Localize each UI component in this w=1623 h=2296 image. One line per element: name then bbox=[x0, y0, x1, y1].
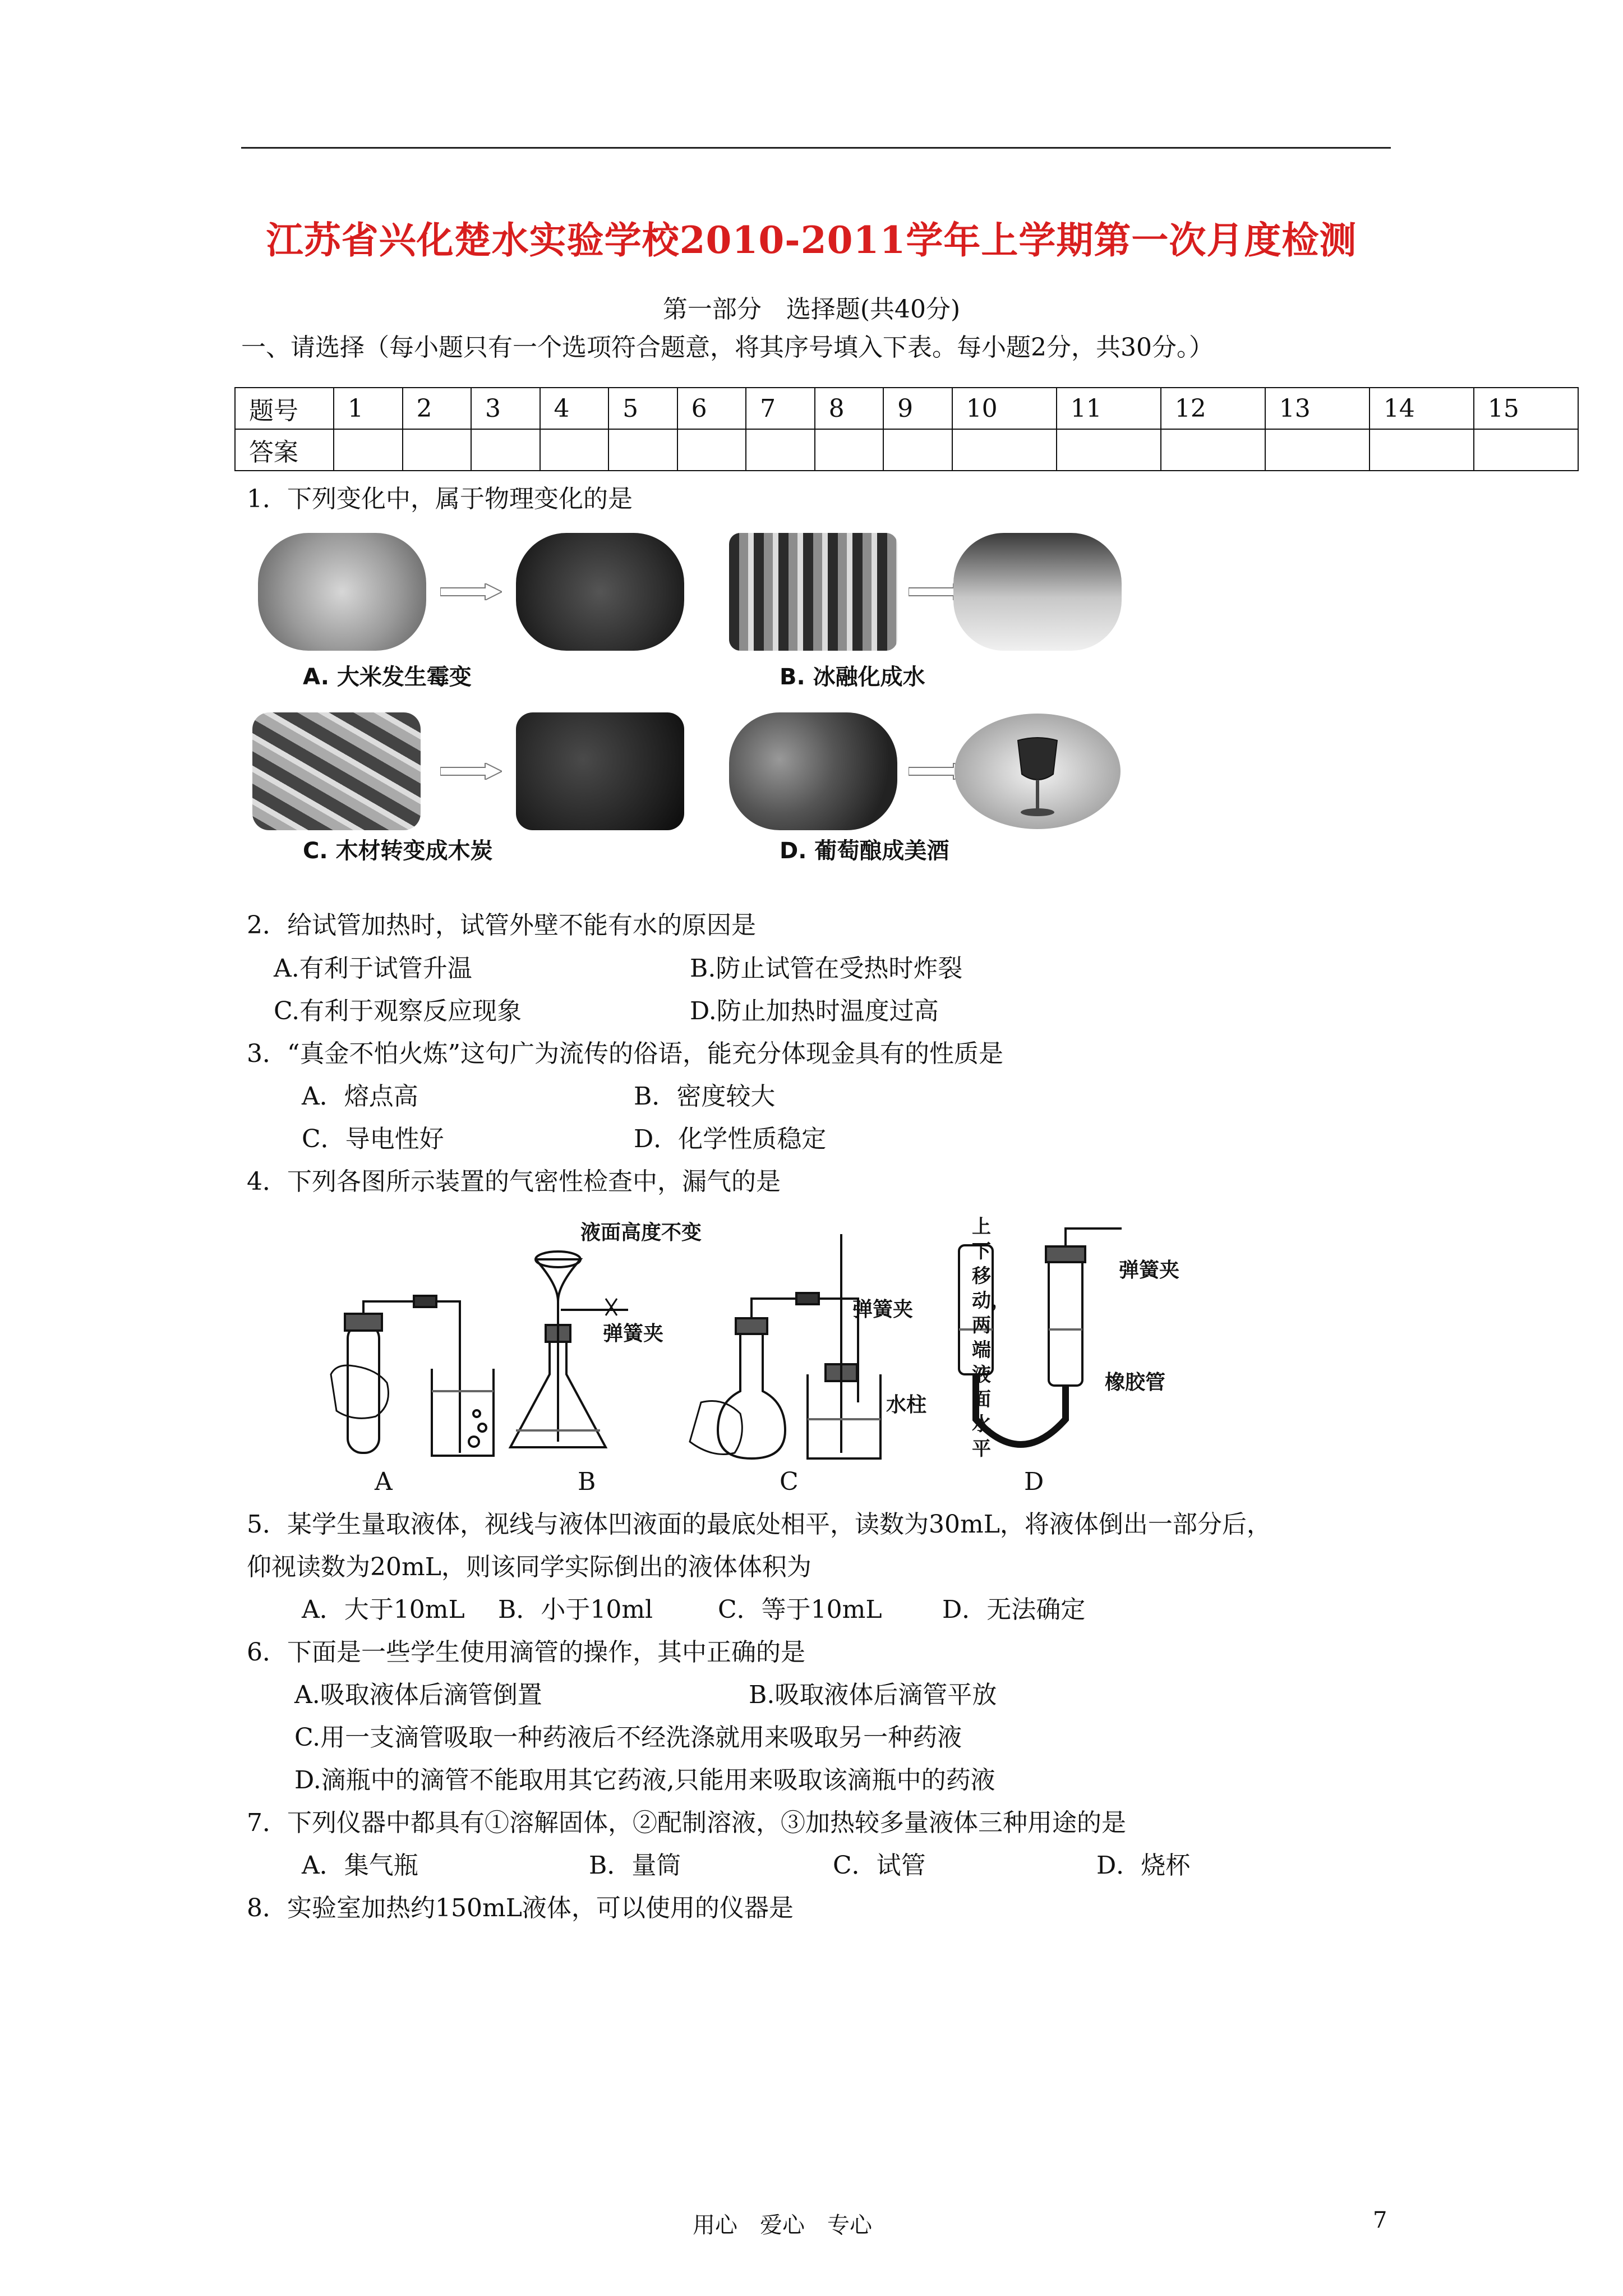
table-cell: 7 bbox=[746, 388, 815, 429]
table-cell: 10 bbox=[952, 388, 1057, 429]
table-cell: 3 bbox=[471, 388, 540, 429]
tube-right-d bbox=[1049, 1257, 1082, 1386]
q2-option-c[interactable]: C.有利于观察反应现象 bbox=[274, 997, 522, 1025]
wine-glass-photo bbox=[953, 712, 1122, 830]
answer-cell[interactable] bbox=[883, 429, 952, 471]
answer-cell[interactable] bbox=[677, 429, 746, 471]
answer-cell[interactable] bbox=[815, 429, 884, 471]
table-cell: 12 bbox=[1161, 388, 1265, 429]
answer-cell[interactable] bbox=[1265, 429, 1370, 471]
q4-option-b[interactable]: B bbox=[578, 1467, 596, 1496]
stopper-a bbox=[345, 1314, 382, 1331]
label-level-unchanged: 液面高度不变 bbox=[580, 1221, 702, 1244]
question-5-stem-line1: 5．某学生量取液体，视线与液体凹液面的最底处相平，读数为30mL，将液体倒出一部分后， bbox=[247, 1510, 1271, 1539]
q3-option-c[interactable]: C．导电性好 bbox=[302, 1125, 444, 1153]
question-4-stem: 4．下列各图所示装置的气密性检查中，漏气的是 bbox=[247, 1167, 781, 1196]
label-move-vertical: 上下移动，两端液面水平 bbox=[972, 1216, 1010, 1460]
answer-cell[interactable] bbox=[1161, 429, 1265, 471]
wood-photo bbox=[252, 712, 421, 830]
question-5-stem-line2: 仰视读数为20mL，则该同学实际倒出的液体体积为 bbox=[247, 1553, 811, 1581]
table-cell: 13 bbox=[1265, 388, 1370, 429]
question-6-stem: 6．下面是一些学生使用滴管的操作，其中正确的是 bbox=[247, 1638, 805, 1667]
answer-cell[interactable] bbox=[334, 429, 403, 471]
question-8-stem: 8．实验室加热约150mL液体，可以使用的仪器是 bbox=[247, 1894, 794, 1922]
rice-photo bbox=[258, 533, 426, 651]
part-heading: 第一部分 选择题(共40分) bbox=[662, 295, 961, 324]
table-cell: 9 bbox=[883, 388, 952, 429]
q6-option-a[interactable]: A.吸取液体后滴管倒置 bbox=[294, 1681, 542, 1709]
page-number: 7 bbox=[1373, 2207, 1387, 2233]
q7-option-a[interactable]: A．集气瓶 bbox=[302, 1851, 418, 1880]
question-7-stem: 7．下列仪器中都具有①溶解固体，②配制溶液，③加热较多量液体三种用途的是 bbox=[247, 1809, 1126, 1837]
q7-option-d[interactable]: D．烧杯 bbox=[1096, 1851, 1191, 1880]
table-cell: 8 bbox=[815, 388, 884, 429]
water-photo bbox=[953, 533, 1122, 651]
table-cell: 4 bbox=[540, 388, 609, 429]
arrow-icon bbox=[440, 763, 502, 780]
funnel-b bbox=[536, 1259, 558, 1442]
q1-caption-d: D. 葡萄酿成美酒 bbox=[780, 838, 949, 864]
q5-option-c[interactable]: C．等于10mL bbox=[718, 1595, 882, 1624]
table-cell: 1 bbox=[334, 388, 403, 429]
q1-caption-b: B. 冰融化成水 bbox=[780, 664, 925, 690]
flask-c bbox=[718, 1329, 785, 1458]
moldy-rice-photo bbox=[516, 533, 684, 651]
answer-cell[interactable] bbox=[471, 429, 540, 471]
test-tube-a bbox=[348, 1324, 379, 1453]
answer-cell[interactable] bbox=[1370, 429, 1474, 471]
q7-option-c[interactable]: C．试管 bbox=[833, 1851, 926, 1880]
table-cell: 6 bbox=[677, 388, 746, 429]
q4-option-c[interactable]: C bbox=[780, 1467, 799, 1496]
q1-caption-a: A. 大米发生霉变 bbox=[303, 664, 472, 690]
section-instruction: 一、请选择（每小题只有一个选项符合题意，将其序号填入下表。每小题2分，共30分。） bbox=[241, 333, 1214, 362]
q3-option-b[interactable]: B．密度较大 bbox=[634, 1082, 776, 1111]
q4-option-d[interactable]: D bbox=[1024, 1467, 1044, 1496]
label-spring-clip-c: 弹簧夹 bbox=[852, 1298, 914, 1321]
q5-option-b[interactable]: B．小于10ml bbox=[498, 1595, 653, 1624]
q5-option-a[interactable]: A．大于10mL bbox=[302, 1595, 465, 1624]
answer-cell[interactable] bbox=[540, 429, 609, 471]
answer-cell[interactable] bbox=[952, 429, 1057, 471]
answer-cell[interactable] bbox=[608, 429, 677, 471]
q1-photo-figure bbox=[241, 522, 1110, 881]
label-spring-clip-d: 弹簧夹 bbox=[1119, 1259, 1180, 1282]
ice-photo bbox=[729, 533, 897, 651]
beaker-a bbox=[432, 1369, 494, 1456]
grapes-photo bbox=[729, 712, 897, 830]
table-cell: 11 bbox=[1057, 388, 1161, 429]
q5-option-d[interactable]: D．无法确定 bbox=[942, 1595, 1086, 1624]
table-cell: 15 bbox=[1474, 388, 1578, 429]
question-3-stem: 3．“真金不怕火炼”这句广为流传的俗语，能充分体现金具有的性质是 bbox=[247, 1039, 1003, 1068]
label-rubber-tube: 橡胶管 bbox=[1105, 1371, 1166, 1394]
table-header-cell: 题号 bbox=[235, 388, 334, 429]
q6-option-b[interactable]: B.吸取液体后滴管平放 bbox=[749, 1681, 997, 1709]
question-1-stem: 1．下列变化中，属于物理变化的是 bbox=[247, 485, 633, 513]
arrow-icon bbox=[440, 583, 502, 600]
q2-option-b[interactable]: B.防止试管在受热时炸裂 bbox=[690, 954, 963, 983]
q4-option-a[interactable]: A bbox=[375, 1467, 393, 1496]
q1-caption-c: C. 木材转变成木炭 bbox=[303, 838, 493, 864]
q3-option-d[interactable]: D．化学性质稳定 bbox=[634, 1125, 827, 1153]
label-water-column: 水柱 bbox=[886, 1393, 927, 1416]
q2-option-a[interactable]: A.有利于试管升温 bbox=[274, 954, 472, 983]
document-title: 江苏省兴化楚水实验学校2010-2011学年上学期第一次月度检测 bbox=[266, 218, 1357, 262]
label-spring-clip-b: 弹簧夹 bbox=[603, 1322, 664, 1345]
q6-option-d[interactable]: D.滴瓶中的滴管不能取用其它药液,只能用来吸取该滴瓶中的药液 bbox=[294, 1766, 995, 1795]
hand-c bbox=[690, 1401, 742, 1455]
q7-option-b[interactable]: B．量筒 bbox=[589, 1851, 681, 1880]
table-cell: 5 bbox=[608, 388, 677, 429]
table-cell: 14 bbox=[1370, 388, 1474, 429]
question-2-stem: 2．给试管加热时，试管外壁不能有水的原因是 bbox=[247, 911, 756, 940]
q6-option-c[interactable]: C.用一支滴管吸取一种药液后不经洗涤就用来吸取另一种药液 bbox=[294, 1723, 962, 1752]
answer-cell[interactable] bbox=[746, 429, 815, 471]
q2-option-d[interactable]: D.防止加热时温度过高 bbox=[690, 997, 939, 1025]
charcoal-photo bbox=[516, 712, 684, 830]
table-header-cell: 答案 bbox=[235, 429, 334, 471]
answer-table bbox=[234, 387, 1579, 471]
q4-apparatus-figure bbox=[314, 1206, 1211, 1498]
answer-cell[interactable] bbox=[1057, 429, 1161, 471]
answer-cell[interactable] bbox=[403, 429, 472, 471]
footer-motto: 用心 爱心 专心 bbox=[693, 2212, 872, 2238]
table-row bbox=[235, 388, 1578, 429]
table-row bbox=[235, 429, 1578, 471]
bottle-c bbox=[808, 1374, 880, 1458]
header-rule bbox=[241, 147, 1391, 149]
answer-cell[interactable] bbox=[1474, 429, 1578, 471]
table-cell: 2 bbox=[403, 388, 472, 429]
q3-option-a[interactable]: A．熔点高 bbox=[302, 1082, 418, 1111]
